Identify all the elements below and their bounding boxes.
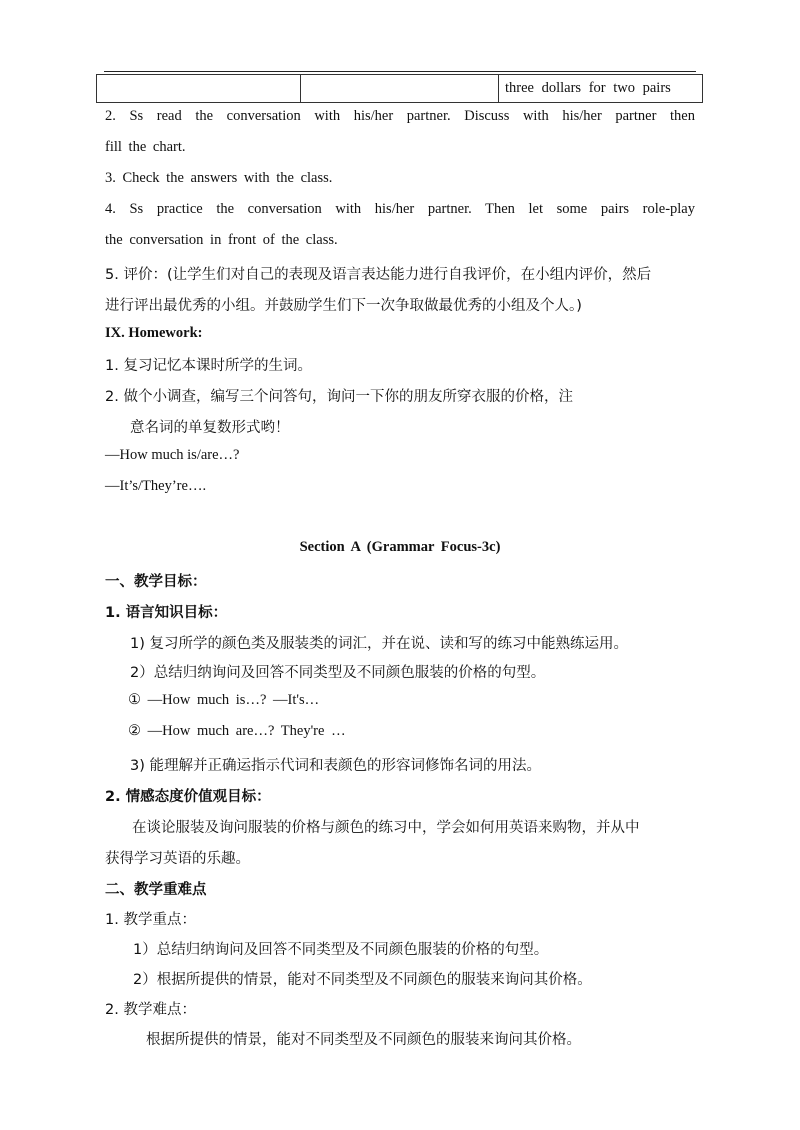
section-title: Section A (Grammar Focus-3c) [299,539,501,555]
emotion-line-1: 在谈论服装及询问服装的价格与颜色的练习中，学会如何用英语来购物，并从中 [132,820,640,836]
table-row [97,75,703,103]
focus-heading: 1. 教学重点： [105,912,196,928]
pattern-2: ② —How much are…? They're … [128,723,346,739]
homework-heading: IX. Homework: [105,325,203,341]
difficulty-item-1: 根据所提供的情景，能对不同类型及不同颜色的服装来询问其价格。 [146,1032,581,1048]
step-5-line-2: 进行评出最优秀的小组。并鼓励学生们下一次争取做最优秀的小组及个人。) [105,298,582,314]
step-2-line-1: 2. Ss read the conversation with his/her partner. Discuss with his/her partner then [105,108,695,124]
table-cell: three dollars for two pairs [499,75,703,103]
emotion-goals-heading: 2. 情感态度价值观目标： [105,789,271,805]
step-3: 3. Check the answers with the class. [105,170,333,186]
step-5-line-1: 5. 评价：(让学生们对自己的表现及语言表达能力进行自我评价，在小组内评价，然后 [105,267,652,283]
pattern-1: ① —How much is…? —It's… [128,692,320,708]
homework-item-2-line-2: 意名词的单复数形式哟！ [130,420,290,436]
step-2-line-2: fill the chart. [105,139,186,155]
goal-1: 1) 复习所学的颜色类及服装类的词汇，并在说、读和写的练习中能熟练运用。 [130,636,628,652]
focus-item-1: 1）总结归纳询问及回答不同类型及不同颜色服装的价格的句型。 [133,942,549,958]
homework-answer-pattern: —It’s/They’re…. [105,478,207,494]
homework-item-1: 1. 复习记忆本课时所学的生词。 [105,358,312,374]
chart-table [96,74,703,103]
goal-2: 2）总结归纳询问及回答不同类型及不同颜色服装的价格的句型。 [130,665,546,681]
focus-item-2: 2）根据所提供的情景，能对不同类型及不同颜色的服装来询问其价格。 [133,972,592,988]
keypoints-heading: 二、教学重难点 [105,882,207,898]
step-4-line-1: 4. Ss practice the conversation with his/her partner. Then let some pairs role-play [105,201,695,217]
step-4-line-2: the conversation in front of the class. [105,232,338,248]
header-rule [104,71,696,72]
homework-question-pattern: —How much is/are…? [105,447,240,463]
homework-item-2-line-1: 2. 做个小调查，编写三个问答句，询问一下你的朋友所穿衣服的价格，注 [105,389,573,405]
table-cell [301,75,499,103]
goal-3: 3) 能理解并正确运指示代词和表颜色的形容词修饰名词的用法。 [130,758,541,774]
table-cell [97,75,301,103]
language-goals-heading: 1. 语言知识目标： [105,605,228,621]
emotion-line-2: 获得学习英语的乐趣。 [105,851,250,867]
goals-heading: 一、教学目标： [105,574,207,590]
difficulty-heading: 2. 教学难点： [105,1002,196,1018]
